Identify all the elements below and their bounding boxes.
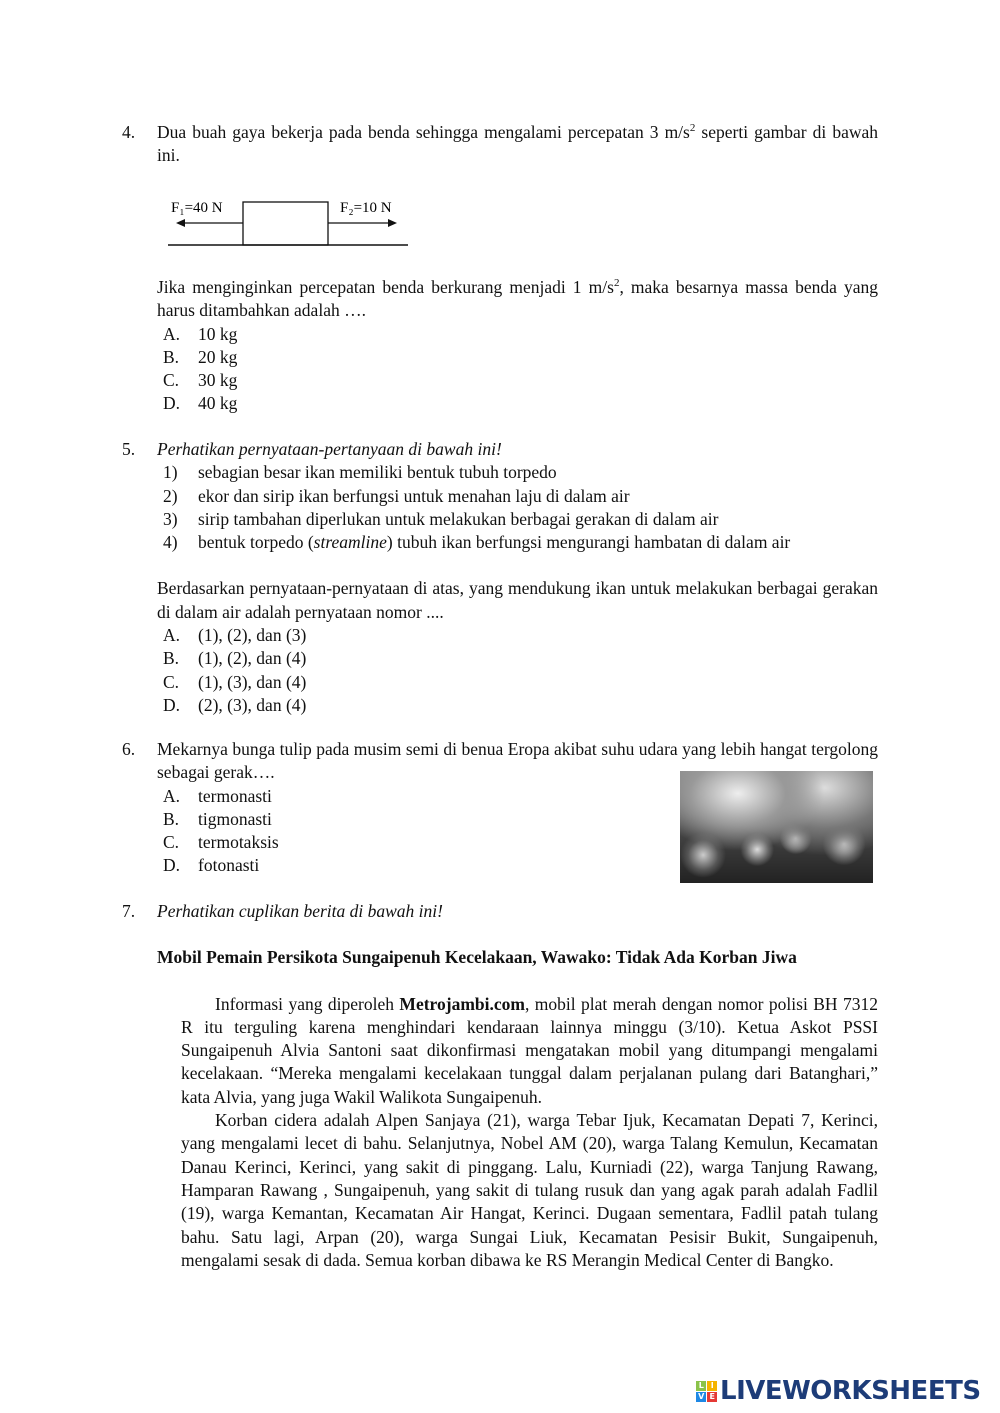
option-c[interactable]	[163, 369, 878, 392]
arrowhead-right-icon	[388, 219, 397, 227]
option-text: 30 kg	[198, 370, 238, 391]
statement-text: ) tubuh ikan berfungsi mengurangi hambatan di dalam air	[386, 532, 791, 553]
article-text: Informasi yang diperoleh	[215, 993, 400, 1014]
question-intro: Perhatikan pernyataan-pertanyaan di bawah ini!	[157, 439, 502, 459]
logo-letter: V	[696, 1392, 706, 1402]
article-source: Metrojambi.com	[399, 993, 525, 1014]
statement-number: 3)	[163, 508, 178, 529]
option-b[interactable]	[163, 346, 878, 369]
option-letter: C.	[163, 832, 180, 853]
option-letter: D.	[163, 855, 181, 876]
statement-text: sirip tambahan diperlukan untuk melakukan berbagai gerakan di dalam air	[198, 508, 719, 529]
option-letter: B.	[163, 346, 180, 367]
force-diagram	[168, 195, 413, 250]
option-text: (1), (3), dan (4)	[198, 671, 307, 692]
question-4-body	[122, 276, 878, 416]
option-text: termonasti	[198, 785, 272, 806]
option-c[interactable]	[163, 671, 878, 694]
question-number: 7.	[122, 901, 136, 921]
superscript: 2	[613, 277, 620, 290]
question-text: Dua buah gaya bekerja pada benda sehingga mengalami percepatan 3 m/s	[157, 122, 690, 142]
tulip-photo	[680, 771, 873, 883]
option-text: (1), (2), dan (3)	[198, 625, 307, 646]
option-d[interactable]	[163, 392, 878, 415]
question-text: Berdasarkan pernyataan-pernyataan di atas, yang mendukung ikan untuk melakukan berbagai gerakan di dalam air adalah pernyataan nomor ....	[157, 578, 878, 622]
statement-number: 2)	[163, 485, 178, 506]
option-text: (1), (2), dan (4)	[198, 648, 307, 669]
option-a[interactable]	[163, 323, 878, 346]
force-2-label: F₂=10 N	[340, 200, 392, 216]
option-letter: C.	[163, 370, 180, 391]
question-4	[122, 121, 878, 168]
force-1-label: F₁=40 N	[171, 200, 223, 216]
statement-4	[163, 531, 878, 554]
option-letter: C.	[163, 671, 180, 692]
block	[243, 202, 328, 245]
statement-number: 4)	[163, 532, 178, 553]
logo-letter: I	[707, 1381, 717, 1391]
question-text: Jika menginginkan percepatan benda berkurang menjadi 1 m/s	[157, 277, 614, 297]
statement-1	[163, 461, 878, 484]
article-paragraph	[181, 993, 878, 1109]
option-text: termotaksis	[198, 832, 279, 853]
statement-number: 1)	[163, 462, 178, 483]
question-7	[122, 900, 878, 1272]
option-text: (2), (3), dan (4)	[198, 694, 307, 715]
statement-text: sebagian besar ikan memiliki bentuk tubuh torpedo	[198, 462, 557, 483]
statement-text: bentuk torpedo (	[198, 532, 314, 553]
option-a[interactable]	[163, 624, 878, 647]
option-text: 40 kg	[198, 393, 238, 414]
question-text: Mekarnya bunga tulip pada musim semi di benua Eropa akibat suhu udara yang lebih hangat tergolong sebagai gerak….	[157, 739, 878, 783]
option-text: tigmonasti	[198, 808, 272, 829]
option-letter: A.	[163, 323, 181, 344]
logo-letter: L	[696, 1381, 706, 1391]
statement-2	[163, 485, 878, 508]
statement-italic: streamline	[313, 532, 387, 553]
question-number: 6.	[122, 739, 136, 759]
question-number: 4.	[122, 122, 136, 142]
liveworksheets-logo	[696, 1376, 981, 1406]
statement-text: ekor dan sirip ikan berfungsi untuk menahan laju di dalam air	[198, 485, 630, 506]
option-letter: D.	[163, 694, 181, 715]
article-paragraph: Korban cidera adalah Alpen Sanjaya (21), warga Tebar Ijuk, Kecamatan Depati 7, Kerinci, yang mengalami lecet di bahu. Selanjutnya, Nobel AM (20), warga Talang Kemulun, Kecamatan Danau Kerinci, Kerinci, yang sakit di pinggang. Lalu, Kurniadi (22), warga Tanjung Rawang, Hamparan Rawang , Sungaipenuh, yang sakit di tulang rusuk dan yang agak parah adalah Fadlil (19), warga Kemantan, Kecamatan Air Hangat, Kerinci. Dugaan sementara, Fadlil patah tulang bahu. Satu lagi, Arpan (20), warga Sungai Liuk, Kecamatan Pesisir Bukit, Sungaipenuh, mengalami sesak di dada. Semua korban dibawa ke RS Merangin Medical Center di Bangko.	[181, 1110, 878, 1270]
article-body	[122, 993, 878, 1273]
logo-text: LIVEWORKSHEETS	[720, 1376, 981, 1406]
logo-icon	[696, 1381, 717, 1402]
logo-letter: E	[707, 1392, 717, 1402]
article-title: Mobil Pemain Persikota Sungaipenuh Kecelakaan, Wawako: Tidak Ada Korban Jiwa	[157, 947, 797, 968]
statement-3	[163, 508, 878, 531]
question-intro: Perhatikan cuplikan berita di bawah ini!	[157, 901, 443, 921]
question-number: 5.	[122, 439, 136, 459]
option-text: 10 kg	[198, 323, 238, 344]
option-text: 20 kg	[198, 346, 238, 367]
question-5	[122, 438, 878, 717]
option-letter: B.	[163, 648, 180, 669]
option-letter: A.	[163, 625, 181, 646]
option-letter: A.	[163, 785, 181, 806]
article-text: , mobil plat merah dengan nomor polisi BH 7312 R itu terguling karena menghindari kendaraan lainnya minggu (3/10). Ketua Askot PSSI Sungaipenuh Alvia Santoni saat dikonfirmasi mengatakan mobil yang ditumpangi mengalami kecelakaan. “Mereka mengalami kecelakaan tunggal dalam perjalanan pulang dari Batanghari,” kata Alvia, yang juga Wakil Walikota Sungaipenuh.	[181, 993, 878, 1107]
arrowhead-left-icon	[176, 219, 185, 227]
option-text: fotonasti	[198, 855, 260, 876]
option-d[interactable]	[163, 694, 878, 717]
question-text: seperti gambar di bawah ini.	[157, 122, 878, 166]
superscript: 2	[689, 122, 696, 135]
option-letter: B.	[163, 808, 180, 829]
option-b[interactable]	[163, 647, 878, 670]
option-letter: D.	[163, 393, 181, 414]
question-text: , maka besarnya massa benda yang harus ditambahkan adalah ….	[157, 277, 879, 321]
